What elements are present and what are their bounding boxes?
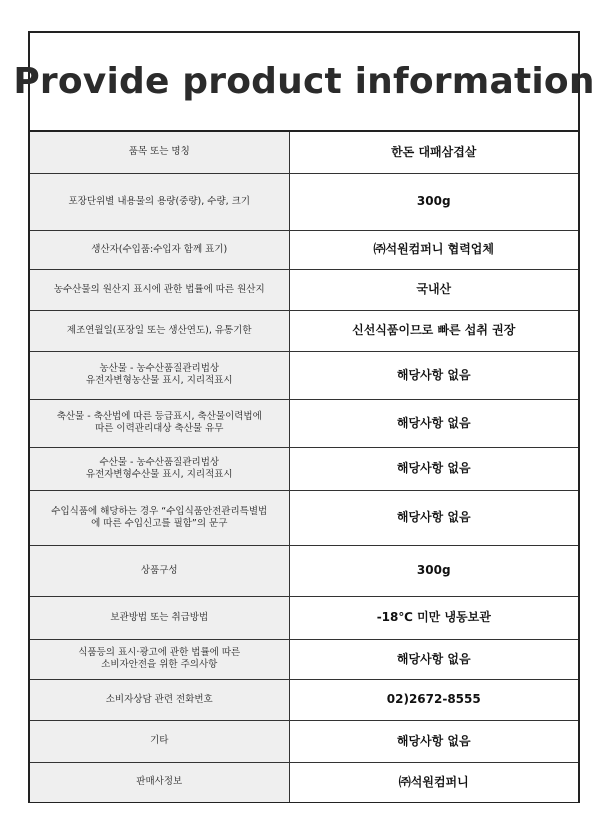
row-label [30, 269, 289, 310]
row-label [30, 720, 289, 762]
title-box [13, 33, 595, 132]
row-label-line: 유전자변형수산물 표시, 지리적표시 [85, 468, 233, 480]
row-label-line: 제조연월일(포장일 또는 생산연도), 유통기한 [66, 324, 252, 336]
row-value: -18℃ 미만 냉동보관 [289, 596, 578, 639]
row-label [30, 639, 289, 679]
row-label [30, 596, 289, 639]
row-label-line: 상품구성 [140, 564, 178, 576]
row-label [30, 132, 289, 173]
table-row [30, 447, 578, 490]
page-title: Provide product information [13, 61, 595, 102]
row-label [30, 173, 289, 230]
row-value: 해당사항 없음 [289, 490, 578, 545]
row-label-line: 판매사정보 [136, 776, 183, 788]
table-row [30, 351, 578, 399]
table-row [30, 310, 578, 351]
row-label-line: 생산자(수입품:수입자 함께 표기) [91, 243, 228, 255]
table-row [30, 173, 578, 230]
row-label-line: 소비자상담 관련 전화번호 [105, 693, 213, 705]
table-row [30, 679, 578, 720]
row-label-line: 포장단위별 내용물의 용량(중량), 수량, 크기 [68, 195, 251, 207]
row-label-line: 식품등의 표시·광고에 관한 법률에 따른 [78, 647, 241, 659]
row-label-line: 수입식품에 해당하는 경우 “수입식품안전관리특별법 [51, 505, 268, 517]
table-row [30, 762, 578, 802]
row-label-line: 농산물 - 농수산품질관리법상 [99, 363, 220, 375]
row-label-line: 소비자안전을 위한 주의사항 [101, 659, 218, 670]
table-row [30, 132, 578, 173]
row-value: 해당사항 없음 [289, 351, 578, 399]
row-label-line: 농수산물의 원산지 표시에 관한 법률에 따른 원산지 [53, 283, 265, 295]
row-value: 한돈 대패삼겹살 [289, 132, 578, 173]
row-value: 300g [289, 173, 578, 230]
row-label-line: 에 따른 수입신고를 필함”의 문구 [91, 517, 228, 529]
row-label-line: 보관방법 또는 취급방법 [110, 611, 209, 623]
row-value: 신선식품이므로 빠른 섭취 권장 [289, 310, 578, 351]
table-row [30, 230, 578, 269]
row-label-line: 따른 이력관리대상 축산물 유무 [95, 423, 224, 434]
row-value: 해당사항 없음 [289, 447, 578, 490]
row-value: 해당사항 없음 [289, 639, 578, 679]
row-label [30, 545, 289, 596]
row-label-line: 수산물 - 농수산품질관리법상 [99, 456, 220, 468]
row-value: 02)2672-8555 [289, 679, 578, 720]
row-label [30, 447, 289, 490]
row-label [30, 490, 289, 545]
row-label-line: 기타 [150, 735, 169, 747]
row-value: 300g [289, 545, 578, 596]
row-label [30, 399, 289, 447]
table-row [30, 399, 578, 447]
row-label-line: 품목 또는 명칭 [128, 146, 190, 158]
product-info-sheet [13, 31, 595, 803]
row-value: 국내산 [289, 269, 578, 310]
table-row [30, 269, 578, 310]
row-label-line: 유전자변형농산물 표시, 지리적표시 [85, 375, 233, 386]
row-label [30, 351, 289, 399]
table-row [30, 596, 578, 639]
product-info-table [30, 132, 578, 802]
table-row [30, 490, 578, 545]
row-label-line: 축산물 - 축산법에 따른 등급표시, 축산물이력법에 [56, 411, 262, 423]
row-label [30, 762, 289, 802]
row-value: ㈜석원컴퍼니 협력업체 [289, 230, 578, 269]
row-value: 해당사항 없음 [289, 399, 578, 447]
table-row [30, 545, 578, 596]
table-row [30, 639, 578, 679]
row-value: 해당사항 없음 [289, 720, 578, 762]
row-label [30, 310, 289, 351]
row-value: ㈜석원컴퍼니 [289, 762, 578, 802]
table-row [30, 720, 578, 762]
row-label [30, 230, 289, 269]
row-label [30, 679, 289, 720]
